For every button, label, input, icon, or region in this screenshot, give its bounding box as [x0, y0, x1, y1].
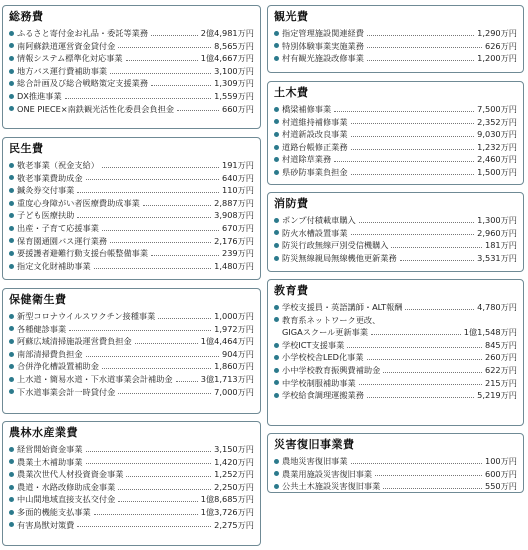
item-label: 子ども医療扶助	[17, 210, 75, 221]
item-label: 小学校校舎LED化事業	[282, 352, 364, 363]
dotted-leader	[94, 514, 198, 515]
item-label: 情報システム標準化対応事業	[17, 53, 123, 64]
dotted-leader	[351, 123, 475, 124]
item-label: 南部清掃費負担金	[17, 348, 83, 359]
dotted-leader	[77, 526, 211, 527]
item-amount: 1,232万円	[477, 141, 517, 152]
item-amount: 2,275万円	[214, 519, 254, 530]
item-amount: 1,860万円	[214, 361, 254, 372]
budget-item	[274, 314, 517, 327]
dotted-leader	[86, 451, 212, 452]
budget-item	[9, 209, 254, 222]
budget-item	[274, 141, 517, 154]
budget-item	[9, 310, 254, 323]
item-amount: 1億1,548万円	[463, 327, 517, 338]
bullet-icon	[274, 380, 279, 385]
budget-item	[274, 166, 517, 179]
budget-item	[9, 481, 254, 494]
item-amount: 660万円	[221, 103, 254, 114]
bullet-icon	[9, 163, 14, 168]
bullet-icon	[9, 226, 14, 231]
item-amount: 622万円	[484, 364, 517, 375]
item-label: 農業土木補助事業	[17, 456, 83, 467]
dotted-leader	[177, 110, 219, 111]
budget-item	[274, 339, 517, 352]
budget-item	[9, 103, 254, 116]
item-label: 防災行政無線戸別受信機購入	[282, 240, 389, 251]
budget-item	[274, 214, 517, 227]
dotted-leader	[351, 136, 475, 137]
bullet-icon	[9, 43, 14, 48]
item-label: 学校ICT支援事業	[282, 339, 345, 350]
dotted-leader	[158, 318, 211, 319]
section-minseihi	[2, 137, 261, 280]
budget-item	[274, 52, 517, 65]
bullet-icon	[9, 238, 14, 243]
dotted-leader	[383, 488, 482, 489]
budget-item	[274, 40, 517, 53]
bullet-icon	[9, 389, 14, 394]
budget-item	[9, 373, 254, 386]
dotted-leader	[359, 222, 474, 223]
item-label: DX推進事業	[17, 90, 62, 101]
item-amount: 600万円	[484, 468, 517, 479]
item-label: ポンプ付積載車購入	[282, 215, 356, 225]
item-label: 村有観光施設改修事業	[282, 53, 364, 64]
item-amount: 260万円	[484, 352, 517, 363]
dotted-leader	[351, 174, 475, 175]
item-amount: 2億4,981万円	[200, 28, 254, 38]
item-label: 村道除草業務	[282, 154, 332, 165]
dotted-leader	[400, 260, 475, 261]
item-amount: 3,531万円	[477, 252, 517, 263]
item-label: 総合計画及び総合戦略策定支援業務	[17, 78, 149, 89]
bullet-icon	[274, 107, 279, 112]
dotted-leader	[77, 217, 211, 218]
bullet-icon	[9, 94, 14, 99]
budget-item	[9, 493, 254, 506]
bullet-icon	[9, 472, 14, 477]
budget-item	[274, 227, 517, 240]
budget-item	[9, 222, 254, 235]
item-amount: 2,352万円	[477, 116, 517, 127]
dotted-leader	[86, 463, 212, 464]
bullet-icon	[9, 264, 14, 269]
bullet-icon	[274, 471, 279, 476]
budget-item	[9, 456, 254, 469]
item-amount: 3億1,713万円	[200, 373, 254, 384]
budget-item	[9, 335, 254, 348]
bullet-icon	[274, 218, 279, 223]
item-label: ふるさと寄付金お礼品・委託等業務	[17, 28, 149, 38]
dotted-leader	[351, 149, 475, 150]
dotted-leader	[375, 475, 482, 476]
dotted-leader	[359, 384, 482, 385]
dotted-leader	[102, 368, 211, 369]
bullet-icon	[9, 69, 14, 74]
item-amount: 640万円	[221, 172, 254, 183]
bullet-icon	[274, 56, 279, 61]
dotted-leader	[135, 343, 198, 344]
bullet-icon	[9, 106, 14, 111]
budget-item	[274, 455, 517, 468]
section-kyoikuhi	[267, 279, 524, 426]
bullet-icon	[9, 81, 14, 86]
section-dobokuhi	[267, 81, 524, 185]
budget-item	[9, 40, 254, 53]
item-amount: 181万円	[484, 240, 517, 251]
item-label: 南阿蘇鉄道運営資金貸付金	[17, 40, 116, 51]
budget-item	[274, 389, 517, 402]
budget-item	[9, 235, 254, 248]
dotted-leader	[367, 35, 474, 36]
item-amount: 670万円	[221, 222, 254, 233]
item-label: 学校給食調理運搬業務	[282, 390, 364, 401]
dotted-leader	[405, 309, 474, 310]
bullet-icon	[9, 364, 14, 369]
budget-item	[9, 360, 254, 373]
dotted-leader	[102, 230, 219, 231]
dotted-leader	[110, 73, 211, 74]
budget-item	[9, 90, 254, 103]
budget-item	[9, 27, 254, 40]
item-amount: 2,176万円	[214, 235, 254, 246]
item-label: 要援護者避難行動支援台帳整備事業	[17, 248, 149, 259]
budget-item	[9, 197, 254, 210]
section-title: 土木費	[274, 86, 309, 99]
item-label: 出産・子育て応援事業	[17, 222, 99, 233]
item-label: 重度心身障がい者医療費助成事業	[17, 197, 140, 208]
dotted-leader	[143, 205, 211, 206]
bullet-icon	[9, 497, 14, 502]
item-label: 指定管理施設関連経費	[282, 28, 364, 38]
budget-item	[274, 128, 517, 141]
item-amount: 3,150万円	[214, 444, 254, 454]
item-amount: 1,300万円	[477, 215, 517, 225]
item-label: 防災無線親局無線機他更新業務	[282, 252, 397, 263]
budget-item	[9, 159, 254, 172]
dotted-leader	[69, 330, 211, 331]
bullet-icon	[9, 522, 14, 527]
item-amount: 1,309万円	[214, 78, 254, 89]
item-label: 橋梁補修事業	[282, 104, 332, 114]
item-amount: 1,000万円	[214, 311, 254, 321]
bullet-icon	[9, 314, 14, 319]
budget-item	[9, 65, 254, 78]
budget-item	[9, 77, 254, 90]
item-label: 県砂防事業負担金	[282, 166, 348, 177]
bullet-icon	[9, 339, 14, 344]
bullet-icon	[274, 157, 279, 162]
bullet-icon	[274, 119, 279, 124]
item-label: 学校支援員・英語講師・ALT報酬	[282, 302, 403, 312]
bullet-icon	[274, 31, 279, 36]
item-amount: 7,500万円	[477, 104, 517, 114]
budget-item	[9, 52, 254, 65]
item-label: 合併浄化槽設置補助金	[17, 361, 99, 372]
bullet-icon	[9, 56, 14, 61]
item-label: 鍼灸券交付事業	[17, 185, 75, 196]
item-amount: 239万円	[221, 248, 254, 259]
dotted-leader	[334, 161, 474, 162]
item-amount: 1,200万円	[477, 53, 517, 64]
bullet-icon	[9, 352, 14, 357]
section-kankohi	[267, 5, 524, 73]
budget-item	[9, 519, 254, 532]
dotted-leader	[151, 255, 219, 256]
item-amount: 100万円	[484, 456, 517, 466]
item-amount: 845万円	[484, 339, 517, 350]
budget-item	[9, 443, 254, 456]
budget-item	[274, 252, 517, 265]
item-amount: 8,565万円	[214, 40, 254, 51]
item-amount: 1,290万円	[477, 28, 517, 38]
bullet-icon	[274, 243, 279, 248]
item-label: 防火水槽設置事業	[282, 227, 348, 238]
item-label: GIGAスクール更新事業	[282, 327, 369, 338]
item-label: 敬老事業費助成金	[17, 172, 83, 183]
item-amount: 1億3,726万円	[200, 506, 254, 517]
dotted-leader	[391, 247, 482, 248]
budget-item	[274, 480, 517, 493]
item-label: 新型コロナウイルスワクチン接種事業	[17, 311, 156, 321]
item-amount: 904万円	[221, 348, 254, 359]
bullet-icon	[274, 230, 279, 235]
item-label: 経営開始資金事業	[17, 444, 83, 454]
section-title: 災害復旧事業費	[274, 438, 355, 451]
bullet-icon	[9, 510, 14, 515]
item-amount: 4,780万円	[477, 302, 517, 312]
bullet-icon	[274, 343, 279, 348]
item-label: 村道維持補修事業	[282, 116, 348, 127]
dotted-leader	[151, 85, 211, 86]
item-label: 敬老事業（祝金支給）	[17, 160, 99, 170]
dotted-leader	[118, 47, 211, 48]
dotted-leader	[334, 111, 474, 112]
dotted-leader	[86, 179, 219, 180]
item-label: 公共土木施設災害復旧事業	[282, 481, 381, 492]
budget-item	[274, 27, 517, 40]
dotted-leader	[347, 347, 482, 348]
item-label: 道路台帳修正業務	[282, 141, 348, 152]
section-saigaihi	[267, 433, 524, 493]
item-amount: 1,972万円	[214, 323, 254, 334]
dotted-leader	[351, 234, 475, 235]
item-label: 各種健診事業	[17, 323, 67, 334]
section-norinhi	[2, 421, 261, 546]
dotted-leader	[176, 381, 198, 382]
bullet-icon	[9, 459, 14, 464]
dotted-leader	[371, 334, 461, 335]
item-label: 地方バス運行費補助事業	[17, 65, 108, 76]
budget-item	[274, 364, 517, 377]
dotted-leader	[151, 35, 198, 36]
item-amount: 2,250万円	[214, 481, 254, 492]
item-label: 農業次世代人材投資資金事業	[17, 469, 124, 480]
bullet-icon	[274, 317, 279, 322]
item-amount: 1億4,464万円	[200, 336, 254, 347]
bullet-icon	[274, 368, 279, 373]
dotted-leader	[367, 47, 482, 48]
dotted-leader	[367, 60, 474, 61]
item-amount: 1,559万円	[214, 90, 254, 101]
bullet-icon	[274, 305, 279, 310]
item-amount: 215万円	[484, 377, 517, 388]
item-label: 農道・水路改修助成金事業	[17, 481, 116, 492]
dotted-leader	[383, 372, 482, 373]
budget-item	[9, 260, 254, 273]
dotted-leader	[126, 476, 211, 477]
bullet-icon	[9, 377, 14, 382]
item-amount: 9,030万円	[477, 129, 517, 140]
dotted-leader	[351, 463, 482, 464]
budget-item	[274, 301, 517, 314]
item-amount: 626万円	[484, 40, 517, 51]
item-label: 下水道事業会計一時貸付金	[17, 386, 116, 397]
item-label: 小中学校教育振興費補助金	[282, 364, 381, 375]
dotted-leader	[86, 356, 219, 357]
dotted-leader	[77, 192, 219, 193]
section-shobohi	[267, 192, 524, 272]
item-amount: 1,500万円	[477, 166, 517, 177]
bullet-icon	[9, 447, 14, 452]
item-amount: 1億4,667万円	[200, 53, 254, 64]
dotted-leader	[102, 167, 219, 168]
budget-item	[274, 468, 517, 481]
bullet-icon	[9, 485, 14, 490]
budget-item	[9, 323, 254, 336]
item-label: 中山間地域直接支払交付金	[17, 494, 116, 505]
item-amount: 191万円	[221, 160, 254, 170]
dotted-leader	[118, 501, 198, 502]
budget-item	[9, 506, 254, 519]
dotted-leader	[118, 393, 211, 394]
bullet-icon	[9, 326, 14, 331]
item-label: 指定文化財補助事業	[17, 260, 91, 271]
item-amount: 1,420万円	[214, 456, 254, 467]
item-amount: 3,100万円	[214, 65, 254, 76]
budget-item	[9, 348, 254, 361]
dotted-leader	[126, 60, 198, 61]
item-label: 特別体験事業実施業務	[282, 40, 364, 51]
bullet-icon	[274, 170, 279, 175]
bullet-icon	[274, 256, 279, 261]
bullet-icon	[9, 251, 14, 256]
item-label: 中学校制服補助事業	[282, 377, 356, 388]
budget-item	[9, 386, 254, 399]
section-title: 教育費	[274, 284, 309, 297]
dotted-leader	[94, 268, 211, 269]
item-label: ONE PIECE×南鉄観光活性化委員会負担金	[17, 103, 175, 114]
dotted-leader	[118, 489, 211, 490]
section-somuhi	[2, 5, 261, 129]
bullet-icon	[274, 43, 279, 48]
item-label: 上水道・簡易水道・下水道事業会計補助金	[17, 373, 173, 384]
item-amount: 3,908万円	[214, 210, 254, 221]
section-title: 農林水産業費	[9, 426, 78, 439]
bullet-icon	[9, 175, 14, 180]
dotted-leader	[65, 98, 212, 99]
dotted-leader	[110, 242, 211, 243]
budget-item	[274, 377, 517, 390]
bullet-icon	[274, 393, 279, 398]
section-title: 観光費	[274, 10, 309, 23]
item-label: 農業用施設災害復旧事業	[282, 468, 373, 479]
item-amount: 5,219万円	[477, 390, 517, 401]
dotted-leader	[367, 359, 482, 360]
budget-item	[9, 172, 254, 185]
budget-item	[274, 116, 517, 129]
section-title: 総務費	[9, 10, 44, 23]
bullet-icon	[274, 132, 279, 137]
item-label: 保育園通園バス運行業務	[17, 235, 108, 246]
budget-item	[9, 184, 254, 197]
bullet-icon	[274, 145, 279, 150]
item-amount: 2,960万円	[477, 227, 517, 238]
item-amount: 110万円	[221, 185, 254, 196]
budget-item	[274, 326, 517, 339]
item-amount: 1,252万円	[214, 469, 254, 480]
dotted-leader	[367, 397, 474, 398]
budget-item	[274, 153, 517, 166]
item-amount: 2,460万円	[477, 154, 517, 165]
item-amount: 7,000万円	[214, 386, 254, 397]
item-label: 農地災害復旧事業	[282, 456, 348, 466]
item-amount: 1億8,685万円	[200, 494, 254, 505]
bullet-icon	[274, 484, 279, 489]
section-title: 保健衛生費	[9, 293, 67, 306]
budget-item	[9, 468, 254, 481]
item-label: 村道新設改良事業	[282, 129, 348, 140]
budget-item	[274, 239, 517, 252]
bullet-icon	[9, 188, 14, 193]
item-label: 教育系ネットワーク更改、	[282, 314, 381, 325]
bullet-icon	[274, 355, 279, 360]
section-title: 消防費	[274, 197, 309, 210]
item-amount: 1,480万円	[214, 260, 254, 271]
section-hokeneiseihi	[2, 288, 261, 414]
bullet-icon	[9, 213, 14, 218]
section-title: 民生費	[9, 142, 44, 155]
item-amount: 2,887万円	[214, 197, 254, 208]
bullet-icon	[274, 459, 279, 464]
budget-item	[274, 351, 517, 364]
item-label: 多面的機能支払事業	[17, 506, 91, 517]
bullet-icon	[9, 31, 14, 36]
item-label: 阿蘇広域清掃施設運営費負担金	[17, 336, 132, 347]
bullet-icon	[9, 201, 14, 206]
budget-item	[9, 247, 254, 260]
item-amount: 550万円	[484, 481, 517, 492]
item-label: 有害鳥獣対策費	[17, 519, 75, 530]
budget-item	[274, 103, 517, 116]
